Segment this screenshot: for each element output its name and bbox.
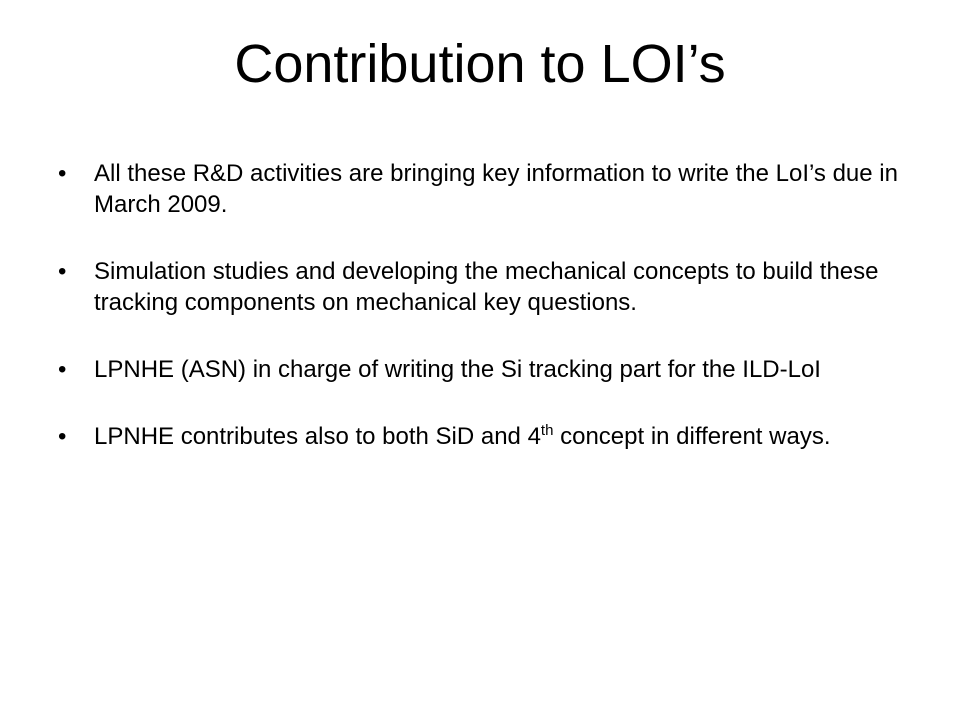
bullet-text-after: concept in different ways. bbox=[553, 423, 831, 450]
bullet-list bbox=[58, 158, 898, 488]
bullet-item-lpnhe-contributes bbox=[58, 421, 898, 452]
bullet-dot-icon: • bbox=[58, 423, 67, 450]
bullet-text: Simulation studies and developing the mechanical concepts to build these tracking components on mechanical key questions. bbox=[94, 258, 879, 316]
bullet-text-before: LPNHE contributes also to both SiD and 4 bbox=[94, 423, 541, 450]
bullet-dot-icon: • bbox=[58, 160, 67, 187]
bullet-text bbox=[94, 423, 830, 450]
ordinal-superscript: th bbox=[540, 422, 554, 439]
bullet-text: All these R&D activities are bringing key information to write the LoI’s due in March 2009. bbox=[94, 160, 898, 218]
bullet-text: LPNHE (ASN) in charge of writing the Si tracking part for the ILD-LoI bbox=[94, 356, 821, 383]
bullet-item-simulation-studies bbox=[58, 256, 898, 318]
bullet-dot-icon: • bbox=[58, 356, 67, 383]
bullet-item-rd-activities bbox=[58, 158, 898, 220]
slide-title: Contribution to LOI’s bbox=[234, 34, 726, 94]
bullet-dot-icon: • bbox=[58, 258, 67, 285]
bullet-item-lpnhe-asn bbox=[58, 354, 898, 385]
